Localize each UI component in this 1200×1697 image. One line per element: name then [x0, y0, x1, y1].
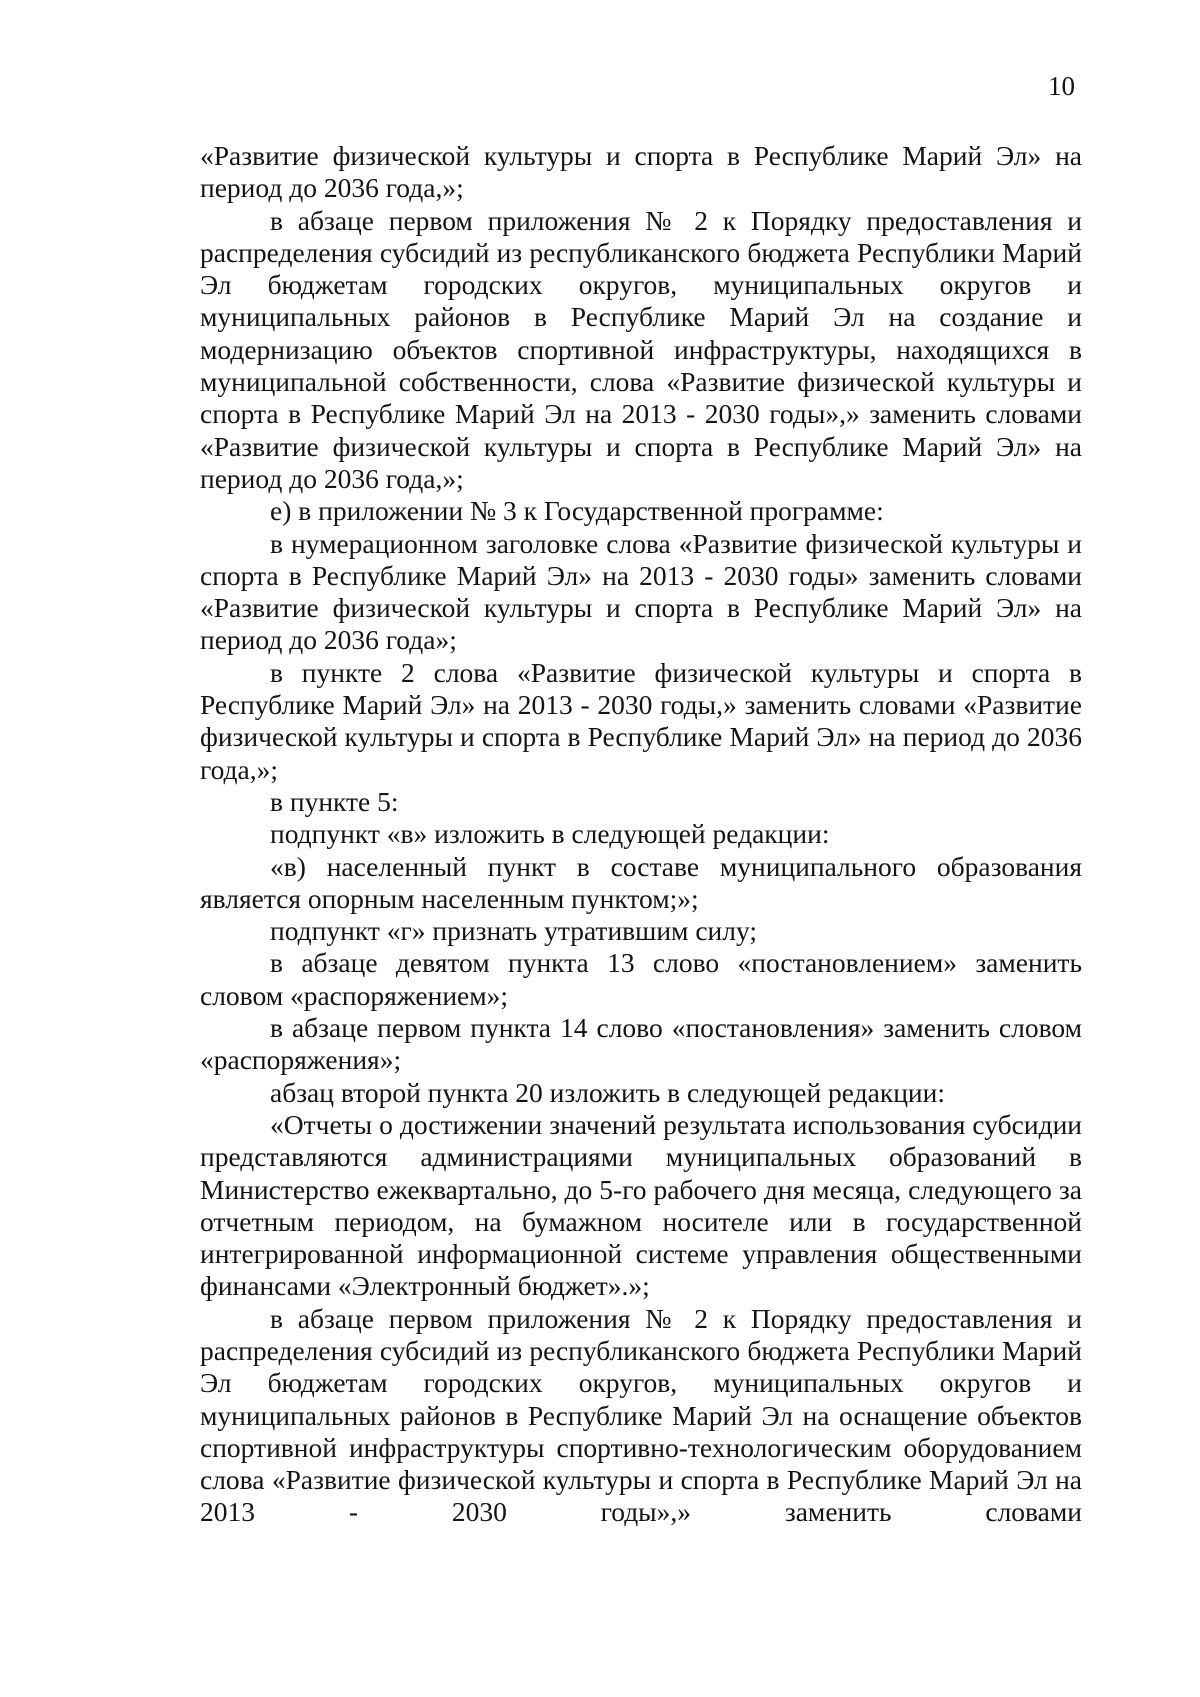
paragraph: «Отчеты о достижении значений результата использования субсидии представляются администрациями муниципальных образований в Министерство ежеквартально, до 5-го рабочего дня месяца, следующего за отчетным периодом, на бумажном носителе или в государственной интегрированной информационной системе управления общественными финансами «Электронный бюджет».»;: [200, 1108, 1082, 1302]
paragraph: подпункт «в» изложить в следующей редакции:: [270, 818, 830, 850]
paragraph: «Развитие физической культуры и спорта в Республике Марий Эл» на период до 2036 года,»;: [200, 140, 1082, 204]
document-body: [200, 140, 1082, 1529]
paragraph: в абзаце девятом пункта 13 слово «постановлением» заменить словом «распоряжением»;: [200, 947, 1082, 1011]
paragraph: в абзаце первом приложения № 2 к Порядку предоставления и распределения субсидий из республиканского бюджета Республики Марий Эл бюджетам городских округов, муниципальных округов и муниципальных районов в Республике Марий Эл на создание и модернизацию объектов спортивной инфраструктуры, находящихся в муниципальной собственности, слова «Развитие физической культуры и спорта в Республике Марий Эл на 2013 - 2030 годы»,» заменить словами «Развитие физической культуры и спорта в Республике Марий Эл» на период до 2036 года,»;: [200, 204, 1082, 494]
paragraph: в пункте 2 слова «Развитие физической культуры и спорта в Республике Марий Эл» на 2013 - 2030 годы,» заменить словами «Развитие физической культуры и спорта в Республике Марий Эл» на период до 2036 года,»;: [200, 656, 1082, 785]
paragraph: в пункте 5:: [270, 785, 399, 817]
paragraph: в абзаце первом пункта 14 слово «постановления» заменить словом «распоряжения»;: [200, 1012, 1082, 1076]
paragraph: подпункт «г» признать утратившим силу;: [270, 915, 757, 947]
page-number: 10: [1048, 71, 1075, 101]
paragraph: в нумерационном заголовке слова «Развитие физической культуры и спорта в Республике Марий Эл» на 2013 - 2030 годы» заменить словами «Развитие физической культуры и спорта в Республике Марий Эл» на период до 2036 года»;: [200, 527, 1082, 656]
paragraph: в абзаце первом приложения № 2 к Порядку предоставления и распределения субсидий из республиканского бюджета Республики Марий Эл бюджетам городских округов, муниципальных округов и муниципальных районов в Республике Марий Эл на оснащение объектов спортивной инфраструктуры спортивно-технологическим оборудованием слова «Развитие физической культуры и спорта в Республике Марий Эл на 2013 - 2030 годы»,» заменить словами: [200, 1302, 1082, 1528]
paragraph: «в) населенный пункт в составе муниципального образования является опорным населенным пунктом;»;: [200, 850, 1082, 914]
paragraph: е) в приложении № 3 к Государственной программе:: [270, 495, 884, 527]
paragraph: абзац второй пункта 20 изложить в следующей редакции:: [270, 1076, 945, 1108]
